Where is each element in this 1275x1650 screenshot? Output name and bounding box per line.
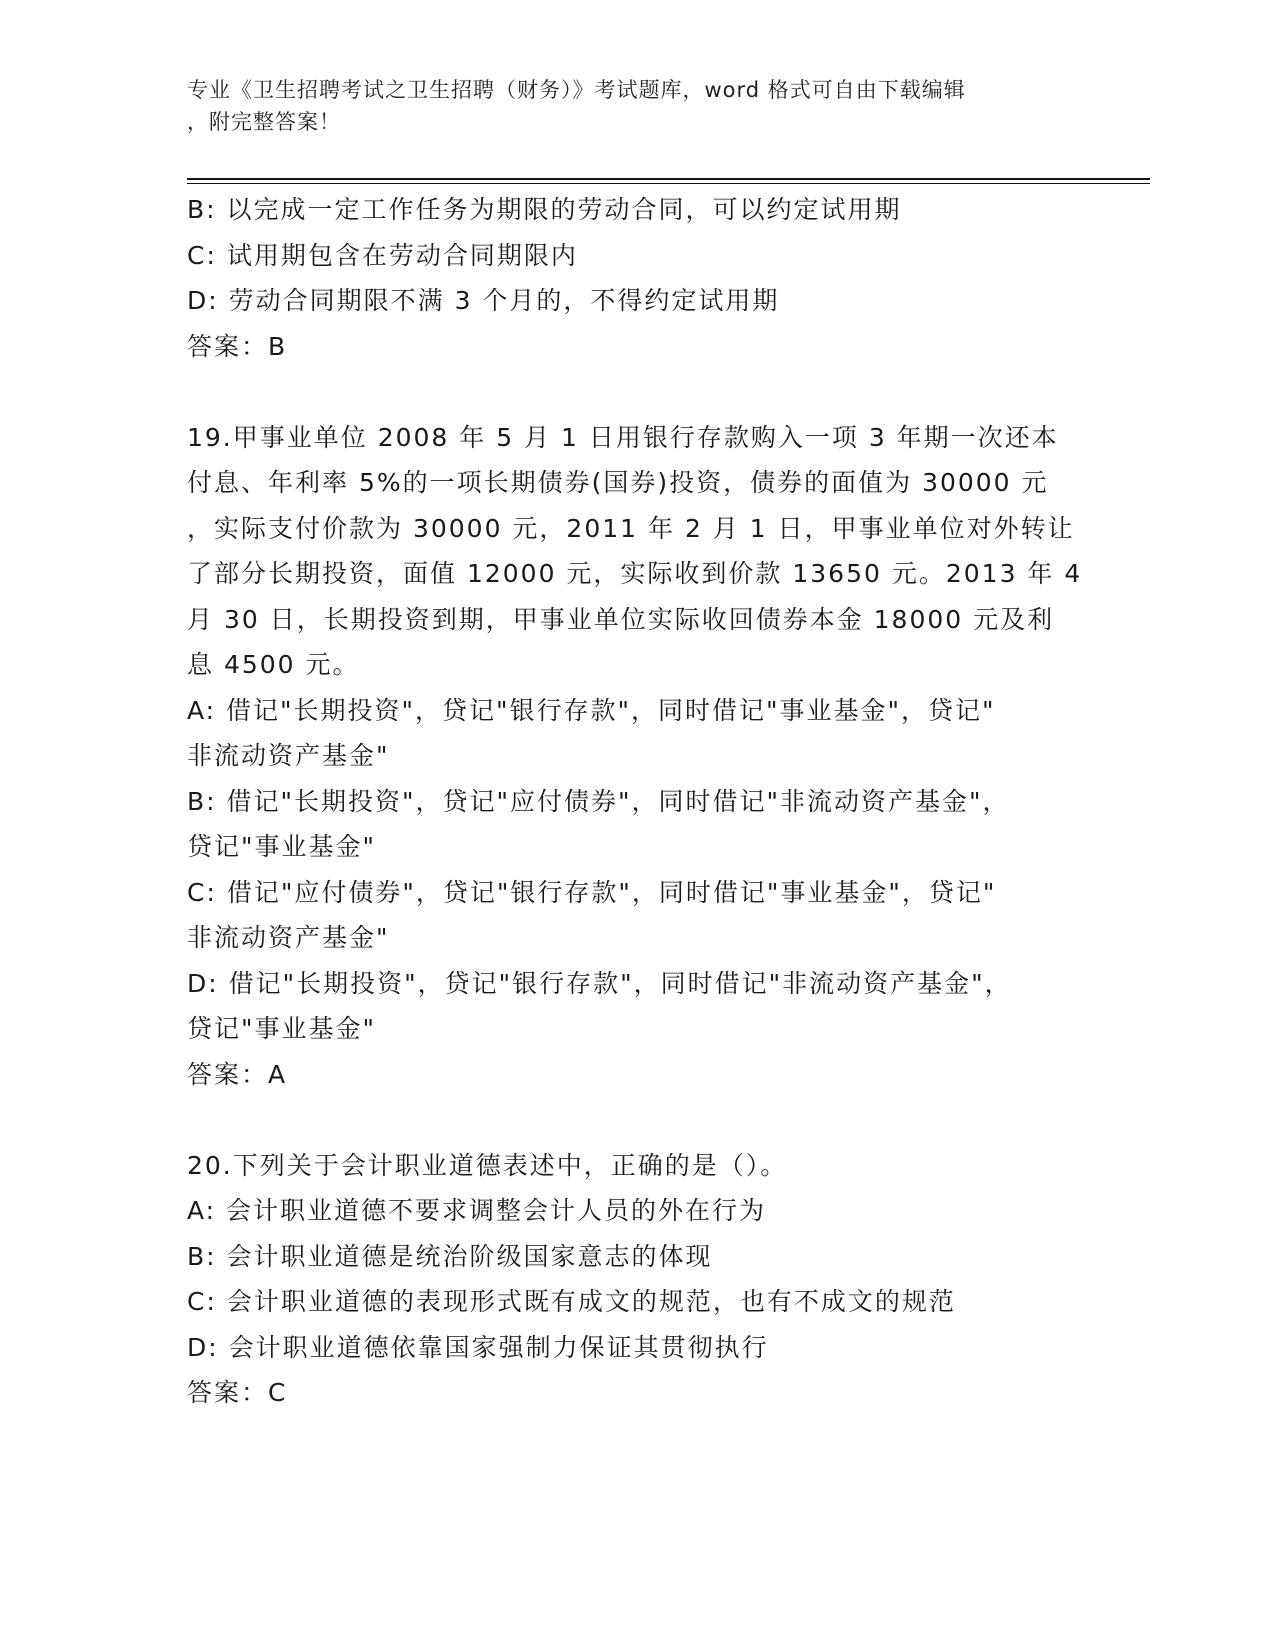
q19-option-d: D: 借记"长期投资"，贷记"银行存款"，同时借记"非流动资产基金"，: [187, 968, 1012, 998]
header-divider-thin: [187, 183, 1150, 184]
q19-option-d-cont: 贷记"事业基金": [187, 1014, 376, 1043]
q18-option-b: B: 以完成一定工作任务为期限的劳动合同，可以约定试用期: [187, 195, 902, 224]
q18-answer: 答案：B: [187, 331, 288, 361]
spacer: [187, 1097, 1087, 1143]
q19-stem-line: 付息、年利率 5%的一项长期债券(国券)投资，债券的面值为 30000 元: [187, 468, 1049, 497]
q20-option-b: B: 会计职业道德是统治阶级国家意志的体现: [187, 1241, 713, 1271]
document-body: [187, 187, 1087, 1416]
q19-stem-line: 了部分长期投资，面值 12000 元，实际收到价款 13650 元。2013 年 4: [187, 559, 1083, 588]
header-divider-thick: [187, 178, 1150, 180]
q19-option-a: A: 借记"长期投资"，贷记"银行存款"，同时借记"事业基金"，贷记": [187, 695, 996, 725]
q20-option-c: C: 会计职业道德的表现形式既有成文的规范，也有不成文的规范: [187, 1287, 956, 1316]
q19-option-a-cont: 非流动资产基金": [187, 741, 390, 770]
header-line-1: 专业《卫生招聘考试之卫生招聘（财务）》考试题库，word 格式可自由下载编辑: [187, 78, 966, 102]
q19-option-c-cont: 非流动资产基金": [187, 923, 390, 952]
q20-answer: 答案：C: [187, 1378, 288, 1407]
q20-option-d: D: 会计职业道德依靠国家强制力保证其贯彻执行: [187, 1332, 769, 1362]
question-19: [187, 415, 1087, 1098]
q19-stem-line: ，实际支付价款为 30000 元，2011 年 2 月 1 日，甲事业单位对外转让: [187, 513, 1075, 543]
q18-option-d: D: 劳动合同期限不满 3 个月的，不得约定试用期: [187, 286, 780, 315]
question-18-tail: [187, 187, 1087, 369]
question-20: [187, 1143, 1087, 1416]
q20-option-a: A: 会计职业道德不要求调整会计人员的外在行为: [187, 1196, 767, 1225]
q19-stem-line: 息 4500 元。: [187, 650, 360, 679]
spacer: [187, 369, 1087, 415]
header-line-2: ，附完整答案！: [187, 110, 341, 134]
q19-answer: 答案：A: [187, 1059, 288, 1089]
page-header: [187, 74, 1067, 138]
q18-option-c: C: 试用期包含在劳动合同期限内: [187, 240, 578, 270]
q19-option-b: B: 借记"长期投资"，贷记"应付债券"，同时借记"非流动资产基金"，: [187, 786, 1010, 816]
q19-stem-line: 19.甲事业单位 2008 年 5 月 1 日用银行存款购入一项 3 年期一次还本: [187, 422, 1059, 452]
q19-stem-line: 月 30 日，长期投资到期，甲事业单位实际收回债券本金 18000 元及利: [187, 604, 1055, 634]
q20-stem: 20.下列关于会计职业道德表述中，正确的是（）。: [187, 1150, 788, 1180]
q19-option-c: C: 借记"应付债券"，贷记"银行存款"，同时借记"事业基金"，贷记": [187, 877, 997, 907]
q19-option-b-cont: 贷记"事业基金": [187, 832, 376, 861]
